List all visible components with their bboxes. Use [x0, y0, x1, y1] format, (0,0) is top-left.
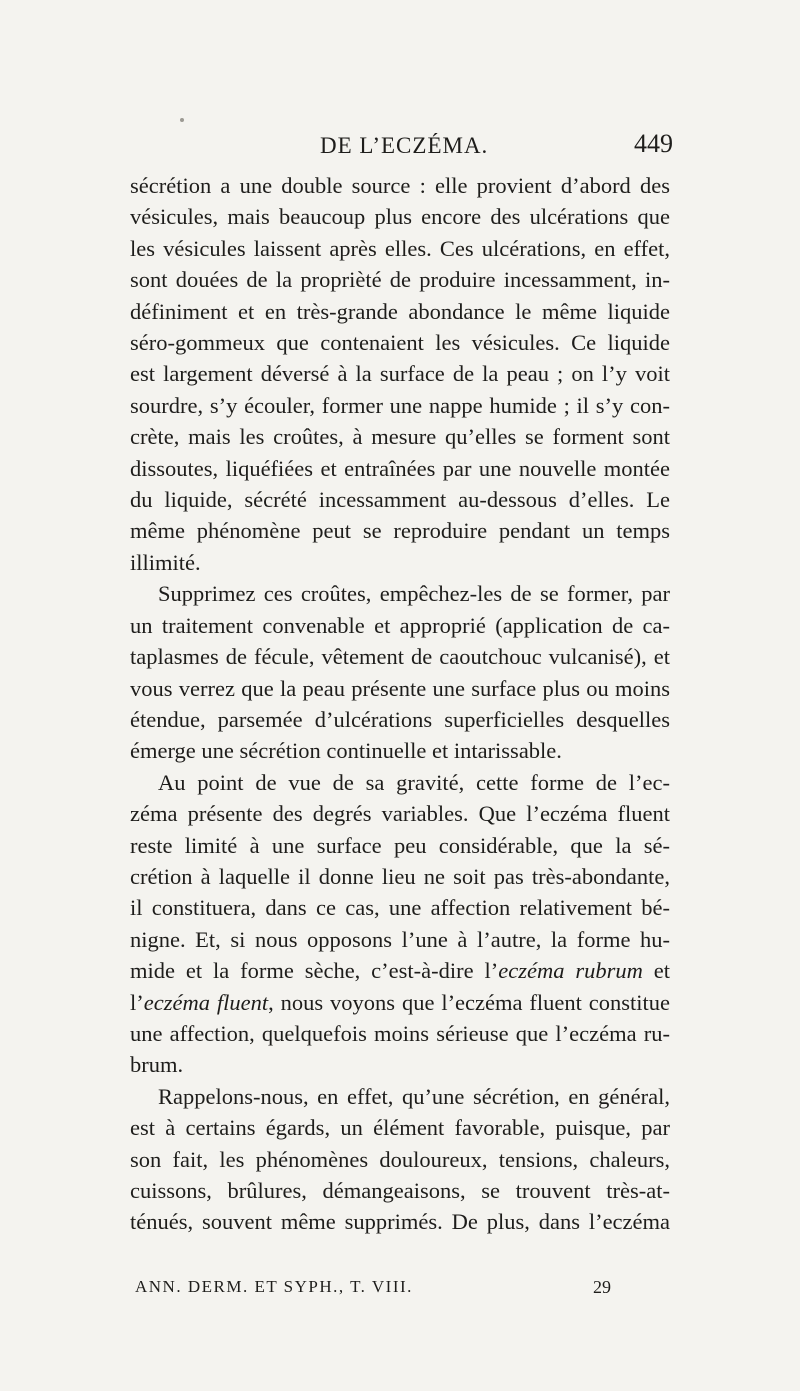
text-fragment: l’: [130, 989, 144, 1015]
text-line: taplasmes de fécule, vêtement de caoutchouc vulcanisé), et: [130, 644, 670, 670]
text-line: séro-gommeux que contenaient les vésicules. Ce liquide: [130, 330, 670, 356]
italic-term: eczéma fluent: [143, 989, 269, 1015]
text-line: définiment et en très-grande abondance le même liquide: [130, 298, 670, 324]
text-fragment: et: [642, 958, 670, 984]
text-line: vésicules, mais beaucoup plus encore des ulcérations que: [130, 204, 670, 230]
text-line: nigne. Et, si nous opposons l’une à l’autre, la forme hu-: [130, 926, 670, 952]
running-title: DE L’ECZÉMA.: [320, 133, 489, 158]
text-fragment: mide et la forme sèche, c’est-à-dire: [130, 958, 474, 984]
text-line: même phénomène peut se reproduire pendant un temps: [130, 518, 670, 544]
text-line: est largement déversé à la surface de la peau ; on l’y voit: [130, 361, 670, 387]
ink-speck: [180, 118, 184, 122]
text-line: sourdre, s’y écouler, former une nappe humide ; il s’y con-: [130, 392, 670, 418]
signature-number: 29: [593, 1277, 611, 1297]
text-line: il constituera, dans ce cas, une affection relativement bé-: [130, 895, 670, 921]
text-line: son fait, les phénomènes douloureux, tensions, chaleurs,: [130, 1146, 670, 1172]
text-line: sont douées de la proprièté de produire incessamment, in-: [130, 267, 670, 293]
text-line: zéma présente des degrés variables. Que l’eczéma fluent: [130, 801, 670, 827]
text-line: émerge une sécrétion continuelle et intarissable.: [130, 738, 562, 764]
text-line: est à certains égards, un élément favorable, puisque, par: [130, 1115, 670, 1141]
italic-term: eczéma rubrum: [498, 958, 643, 984]
text-line: un traitement convenable et approprié (application de ca-: [130, 612, 670, 638]
text-line: une affection, quelquefois moins sérieuse que l’eczéma ru-: [130, 1020, 670, 1046]
text-line: dissoutes, liquéfiées et entraînées par une nouvelle montée: [130, 455, 670, 481]
text-line-with-italic: [130, 987, 670, 1018]
text-line: reste limité à une surface peu considérable, que la sé-: [130, 832, 670, 858]
text-line: crète, mais les croûtes, à mesure qu’elles se forment sont: [130, 424, 670, 450]
text-line: ténués, souvent même supprimés. De plus, dans l’eczéma: [130, 1209, 670, 1235]
text-line: du liquide, sécrété incessamment au-dessous d’elles. Le: [130, 487, 670, 513]
body-text: [130, 170, 670, 1238]
text-line: étendue, parsemée d’ulcérations superficielles desquelles: [130, 706, 670, 732]
paragraph-start-line: Supprimez ces croûtes, empêchez-les de se former, par: [158, 581, 670, 607]
text-line: cuissons, brûlures, démangeaisons, se trouvent très-at-: [130, 1178, 670, 1203]
text-fragment: nous voyons que l’eczéma fluent constitue: [280, 989, 670, 1015]
journal-reference: ANN. DERM. ET SYPH., T. VIII.: [135, 1277, 413, 1296]
text-fragment: ,: [268, 989, 281, 1015]
paragraph-start-line: Au point de vue de sa gravité, cette forme de l’ec-: [158, 769, 670, 795]
text-line: illimité.: [130, 549, 201, 575]
text-line: sécrétion a une double source : elle provient d’abord des: [130, 173, 670, 198]
text-line: les vésicules laissent après elles. Ces ulcérations, en effet,: [130, 235, 670, 261]
text-line: vous verrez que la peau présente une surface plus ou moins: [130, 675, 670, 701]
text-line: crétion à laquelle il donne lieu ne soit pas très-abondante,: [130, 863, 670, 889]
text-line: brum.: [130, 1052, 184, 1078]
paragraph-start-line: Rappelons-nous, en effet, qu’une sécrétion, en général,: [158, 1083, 670, 1109]
text-line-with-italic: [130, 955, 670, 986]
text-fragment: l’: [484, 958, 499, 984]
page-number: 449: [634, 129, 673, 158]
